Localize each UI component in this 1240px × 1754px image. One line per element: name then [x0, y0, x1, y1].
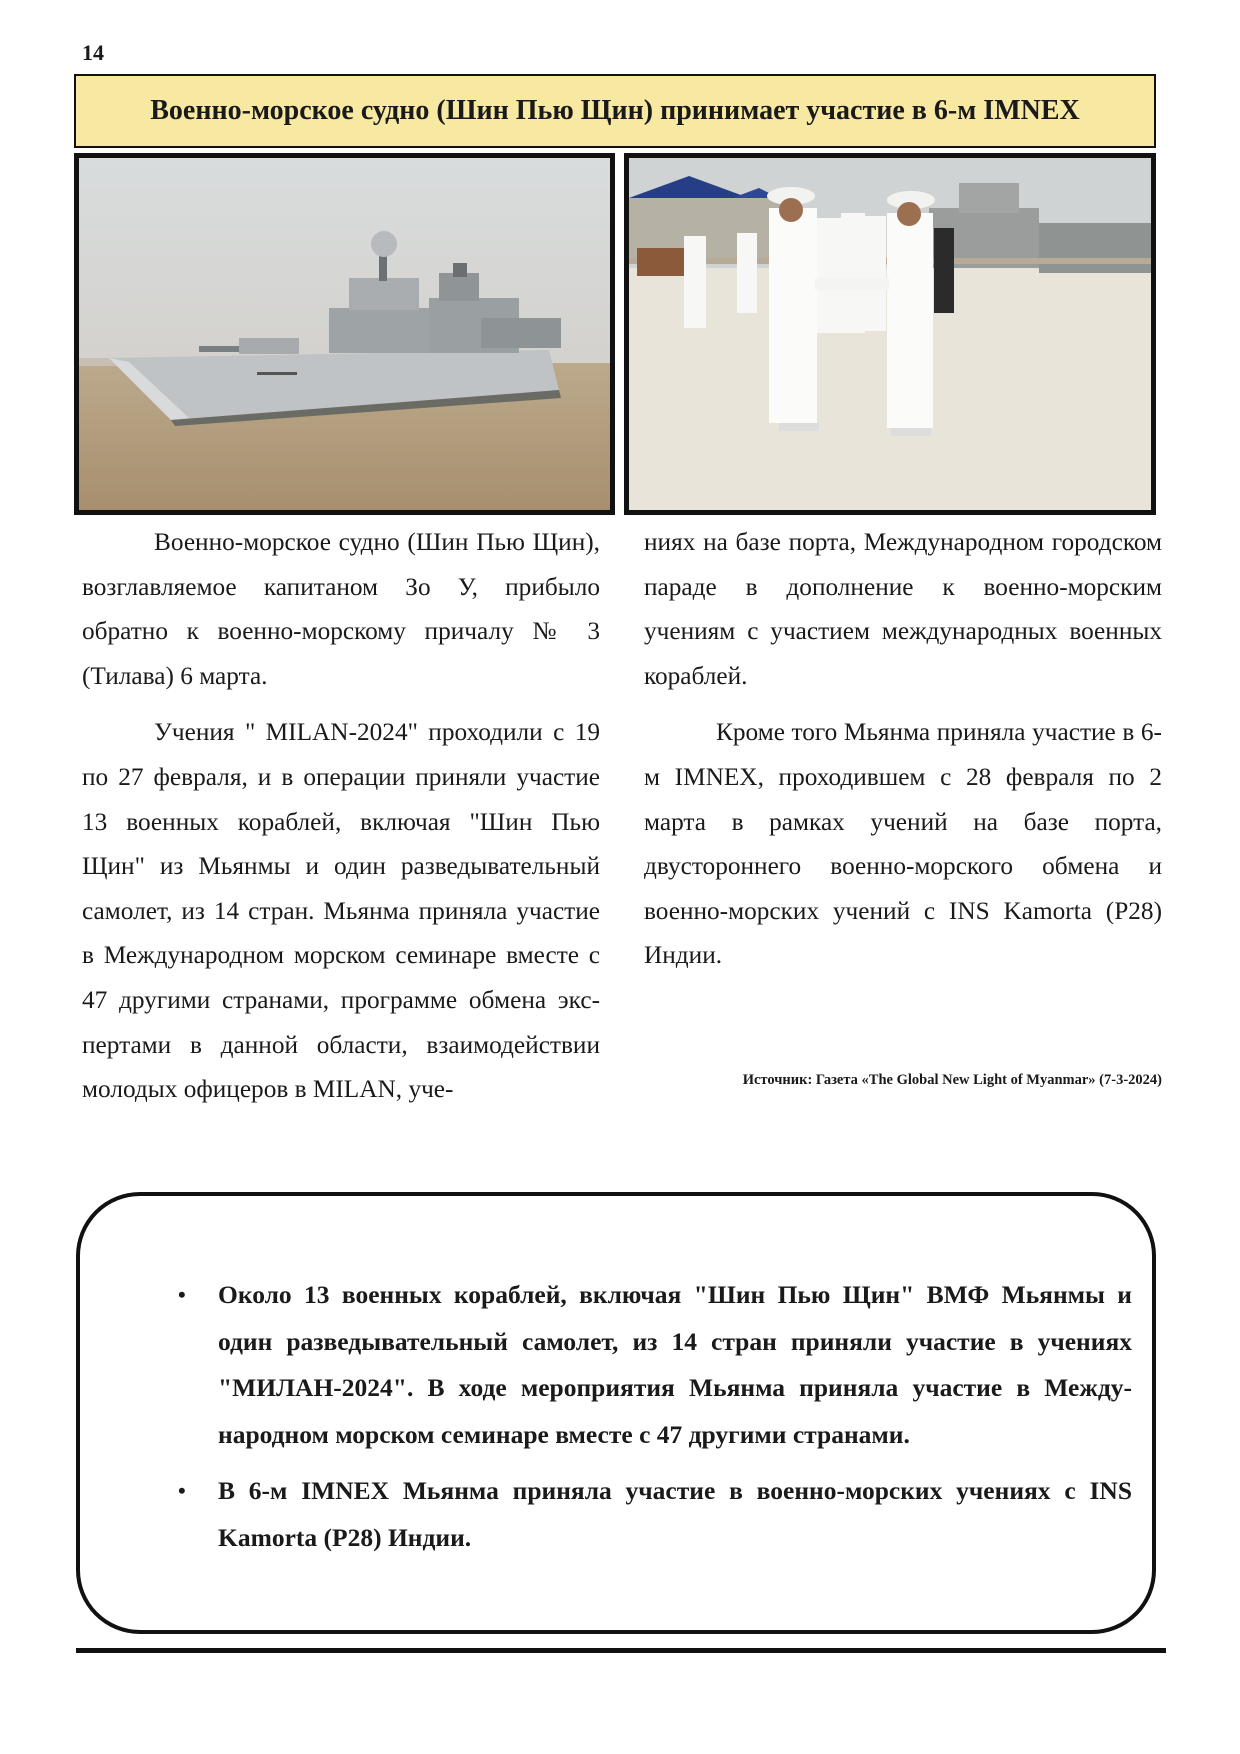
photo-ceremony	[624, 153, 1156, 515]
ceremony-image	[629, 158, 1151, 510]
summary-item-text: Около 13 военных кораблей, включая "Шин Пью Щин" ВМФ Мьянмы и один разведывательный самолет, из 14 стран приняли участие в учениях "МИЛАН-2024". В ходе мероприятия Мьянма приняла участие в Международном морском семинаре вместе с 47 другими странами.	[218, 1280, 1132, 1449]
page-number: 14	[82, 40, 104, 65]
summary-box	[76, 1192, 1156, 1634]
bullet-icon: •	[178, 1478, 186, 1503]
summary-item-text: В 6-м IMNEX Мьянма приняла участие в военно-морских учениях с INS Kamorta (P28) Индии.	[218, 1476, 1132, 1552]
headline-banner	[74, 74, 1156, 148]
summary-item	[104, 1468, 1132, 1561]
photo-warship	[74, 153, 615, 515]
footer-rule	[76, 1648, 1166, 1653]
article-column-right	[644, 520, 1162, 978]
summary-list	[104, 1272, 1132, 1561]
summary-item	[104, 1272, 1132, 1458]
headline-text: Военно-морское судно (Шин Пью Щин) принимает участие в 6-м IMNEX	[150, 95, 1080, 126]
article-paragraph: Учения " MILAN-2024" проходили с 19 по 27 февраля, и в операции приняли участие 13 военных кораблей, включая "Шин Пью Щин" из Мьянмы и один разведывательный самолет, из 14 стран. Мьянма приняла участие в Международном морском семинаре вместе с 47 другими странами, программе обмена экспертами в данной области, взаимодействии молодых офицеров в MILAN, уче-	[82, 718, 600, 1104]
article-paragraph: Кроме того Мьянма приняла участие в 6-м IMNEX, проходившем с 28 февраля по 2 марта в рамках учений на базе порта, двустороннего военно-морского обмена и военно-морских учений с INS Kamorta (P28) Индии.	[644, 718, 1162, 970]
article-paragraph: ниях на базе порта, Международном городском параде в дополнение к военно-морским учениям с участием международных военных кораблей.	[644, 528, 1162, 690]
bullet-icon: •	[178, 1282, 186, 1307]
article-column-left	[82, 520, 600, 1112]
warship-image	[79, 158, 610, 510]
source-credit: Источник: Газета «The Global New Light of Myanmar» (7-3-2024)	[742, 1072, 1162, 1088]
article-paragraph: Военно-морское судно (Шин Пью Щин), возглавляемое капитаном Зо У, прибыло обратно к военно-морскому причалу № 3 (Тилава) 6 марта.	[82, 528, 600, 690]
